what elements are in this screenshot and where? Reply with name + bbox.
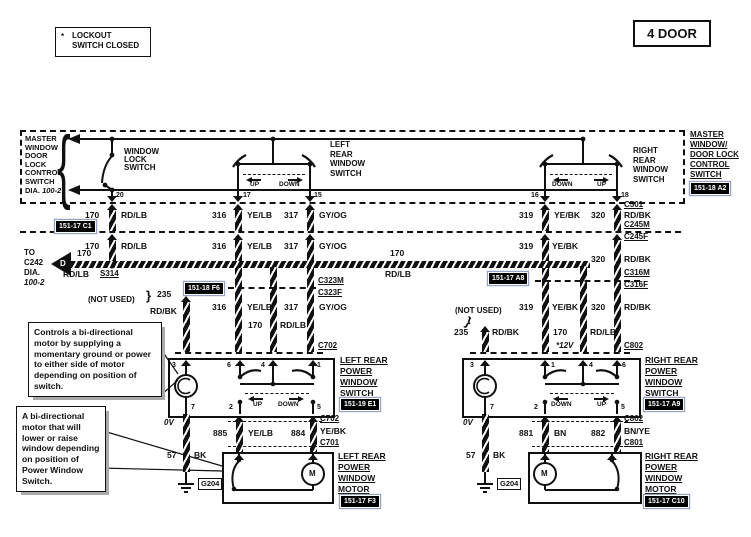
lamp-stub bbox=[185, 397, 187, 414]
connector-c702[interactable]: C702 bbox=[318, 341, 338, 350]
voltage-12v-label: *12V bbox=[556, 341, 574, 350]
switch-stub bbox=[616, 402, 618, 414]
switch-stub bbox=[312, 366, 314, 377]
connector-line-c702 bbox=[175, 352, 323, 354]
wire-number: 885 bbox=[213, 428, 228, 438]
door-config-badge bbox=[633, 20, 711, 47]
wire-number: 170 bbox=[248, 320, 263, 330]
down-label: DOWN bbox=[279, 181, 300, 188]
connector-c316f[interactable]: C316F bbox=[624, 280, 649, 289]
right-rear-switch-bar bbox=[545, 163, 617, 165]
pin-4: 4 bbox=[589, 362, 593, 369]
motor-m-letter: M bbox=[309, 469, 316, 478]
wire-235-segment bbox=[183, 302, 190, 352]
wire-number: 317 bbox=[284, 302, 299, 312]
down-label: DOWN bbox=[278, 401, 299, 408]
pin-7: 7 bbox=[490, 404, 494, 411]
wire-170-feed-horizontal bbox=[71, 261, 590, 268]
wire-57-bk-segment bbox=[183, 414, 190, 472]
wire-235-segment bbox=[482, 332, 489, 352]
door-config-label: 4 DOOR bbox=[647, 26, 697, 41]
connector-line-c802 bbox=[470, 352, 630, 354]
down-arrow-shaft bbox=[559, 398, 568, 400]
wire-881-segment bbox=[542, 422, 549, 452]
pin-5: 5 bbox=[621, 404, 625, 411]
pin-6: 6 bbox=[622, 362, 626, 369]
switch-stub bbox=[544, 366, 546, 377]
not-used-label: (NOT USED) bbox=[88, 295, 135, 304]
ref-tag-151-17-A9[interactable]: 151-17 A9 bbox=[645, 399, 683, 410]
pin-arrow-icon bbox=[305, 196, 315, 202]
connector-line-c702-lower bbox=[228, 421, 322, 422]
ref-tag-151-19-E1[interactable]: 151-19 E1 bbox=[341, 399, 379, 410]
ref-tag-151-18-A2[interactable]: 151-18 A2 bbox=[691, 183, 729, 194]
wire-882-segment bbox=[614, 422, 621, 452]
switch-stub bbox=[544, 402, 546, 414]
wire-number: 170 bbox=[390, 248, 405, 258]
wire-number: 319 bbox=[519, 241, 534, 251]
window-lock-switch-label: WINDOW LOCK SWITCH bbox=[124, 147, 160, 172]
right-power-window-switch-label[interactable]: RIGHT REAR POWER WINDOW SWITCH bbox=[645, 355, 698, 398]
switch-bar bbox=[545, 383, 619, 385]
left-rear-switch-drop-17 bbox=[237, 164, 239, 196]
wire-color: YE/LB bbox=[247, 302, 273, 312]
wire-number: 170 bbox=[85, 241, 100, 251]
right-rear-switch-drop-18 bbox=[616, 164, 618, 196]
wire-number: 882 bbox=[591, 428, 606, 438]
up-label: UP bbox=[253, 401, 263, 408]
wire-884-segment bbox=[310, 422, 317, 452]
wire-color: GY/OG bbox=[319, 241, 347, 251]
wire-color: RD/BK bbox=[492, 327, 519, 337]
pin-arrow-icon bbox=[540, 196, 550, 202]
wire-color: GY/OG bbox=[319, 302, 347, 312]
wire-color: RD/LB bbox=[590, 327, 616, 337]
connector-c501[interactable]: C501 bbox=[624, 200, 644, 209]
master-bottom-rail bbox=[80, 189, 617, 191]
wire-color: RD/LB bbox=[280, 320, 306, 330]
pin-3: 3 bbox=[172, 362, 176, 369]
pin-6: 6 bbox=[227, 362, 231, 369]
motor-function-note: A bi-directional motor that will lower or raise window depending on position of Power Window Switch. bbox=[16, 406, 106, 492]
lamp-stub bbox=[484, 366, 486, 375]
switch-stub bbox=[272, 366, 274, 384]
pin-5: 5 bbox=[317, 404, 321, 411]
lockout-note-box bbox=[55, 27, 151, 57]
pin-arrow-icon bbox=[612, 196, 622, 202]
wire-color: RD/BK bbox=[624, 254, 651, 264]
lockout-note-line2: SWITCH CLOSED bbox=[72, 41, 140, 50]
pin-16: 16 bbox=[531, 192, 539, 199]
wire-color: YE/BK bbox=[554, 210, 580, 220]
switch-stub bbox=[616, 366, 618, 377]
connector-c701[interactable]: C701 bbox=[320, 438, 340, 447]
lockout-asterisk: * bbox=[61, 32, 65, 41]
lockout-note-line1: LOCKOUT bbox=[72, 31, 112, 40]
connector-line-c323 bbox=[228, 287, 316, 289]
left-rear-switch-drop-15 bbox=[309, 164, 311, 196]
switch-stub bbox=[582, 366, 584, 384]
wire-number: 57 bbox=[167, 450, 177, 460]
ref-tag-151-17-A8[interactable]: 151-17 A8 bbox=[489, 273, 527, 284]
connector-c245m[interactable]: C245M bbox=[624, 220, 650, 229]
wire-color: RD/BK bbox=[624, 210, 651, 220]
wire-number: 316 bbox=[212, 241, 227, 251]
wire-number: 319 bbox=[519, 302, 534, 312]
left-rear-switch-feed bbox=[272, 140, 274, 164]
wire-57-bk-segment bbox=[482, 414, 489, 472]
wire-number: 317 bbox=[284, 210, 299, 220]
wire-color: YE/BK bbox=[552, 302, 578, 312]
pin-17: 17 bbox=[243, 192, 251, 199]
down-label: DOWN bbox=[552, 181, 573, 188]
up-label: UP bbox=[597, 401, 607, 408]
pin-arrow-icon bbox=[308, 454, 318, 460]
pin-2: 2 bbox=[534, 404, 538, 411]
right-rear-switch-drop-16 bbox=[544, 164, 546, 196]
ground-g204-label[interactable]: G204 bbox=[198, 478, 222, 490]
ground-g204-right-icon bbox=[477, 472, 493, 492]
down-arrow-shaft bbox=[289, 398, 298, 400]
wire-color: RD/LB bbox=[63, 269, 89, 279]
pin-3: 3 bbox=[470, 362, 474, 369]
pin-arrow-icon bbox=[234, 454, 244, 460]
pin-arrow-icon bbox=[540, 454, 550, 460]
wire-number: 317 bbox=[284, 241, 299, 251]
pin-1: 1 bbox=[551, 362, 555, 369]
pin-4: 4 bbox=[261, 362, 265, 369]
switch-stub bbox=[312, 402, 314, 414]
connector-c702[interactable]: C702 bbox=[320, 414, 340, 423]
wire-170-tap-right bbox=[580, 266, 587, 352]
wire-317-segment bbox=[307, 240, 314, 352]
right-motor-label[interactable]: RIGHT REAR POWER WINDOW MOTOR bbox=[645, 451, 698, 494]
wire-color: RD/LB bbox=[121, 210, 147, 220]
up-arrow-shaft bbox=[594, 398, 603, 400]
wire-color: BN/YE bbox=[624, 426, 650, 436]
master-switch-left-label: MASTER WINDOW DOOR LOCK CONTROL SWITCH DIA. 100-2 bbox=[25, 134, 63, 195]
wire-color: YE/BK bbox=[552, 241, 578, 251]
up-label: UP bbox=[250, 181, 260, 188]
pin-1: 1 bbox=[317, 362, 321, 369]
wire-320-segment bbox=[614, 210, 621, 231]
ref-tag-151-17-C10[interactable]: 151-17 C10 bbox=[645, 496, 688, 507]
switch-stub bbox=[239, 366, 241, 377]
ground-g204-left-icon bbox=[178, 472, 194, 492]
ref-tag-151-18-F6[interactable]: 151-18 F6 bbox=[185, 283, 223, 294]
wire-color: GY/OG bbox=[319, 210, 347, 220]
connector-c245f[interactable]: C245F bbox=[624, 232, 649, 241]
left-rear-switch-dashed bbox=[243, 174, 305, 175]
wire-number: 319 bbox=[519, 210, 534, 220]
up-arrow-shaft bbox=[254, 398, 263, 400]
splice-s314[interactable]: S314 bbox=[100, 269, 119, 278]
right-rear-switch-dashed bbox=[550, 174, 612, 175]
wire-316-segment bbox=[235, 210, 242, 231]
pin-20: 20 bbox=[116, 192, 124, 199]
wire-color: BN bbox=[554, 428, 567, 438]
connector-line-c245 bbox=[20, 231, 681, 233]
left-power-window-switch-label[interactable]: LEFT REAR POWER WINDOW SWITCH bbox=[340, 355, 388, 398]
pin-15: 15 bbox=[314, 192, 322, 199]
left-rear-switch-bar bbox=[238, 163, 312, 165]
wire-color: BK bbox=[493, 450, 506, 460]
connector-c323f[interactable]: C323F bbox=[318, 288, 343, 297]
master-switch-brace: { bbox=[57, 120, 71, 211]
wire-number: 316 bbox=[212, 210, 227, 220]
switch-dashed bbox=[245, 393, 309, 394]
wire-number: 316 bbox=[212, 302, 227, 312]
left-rear-window-switch-label: LEFT REAR WINDOW SWITCH bbox=[330, 140, 366, 178]
wire-170-segment bbox=[109, 240, 116, 261]
connector-line-c801 bbox=[532, 446, 628, 447]
motor-m-letter: M bbox=[541, 469, 548, 478]
ref-tag-151-17-C1[interactable]: 151-17 C1 bbox=[56, 221, 95, 232]
switch-bar bbox=[240, 383, 314, 385]
left-motor-label[interactable]: LEFT REAR POWER WINDOW MOTOR bbox=[338, 451, 386, 494]
connector-c802[interactable]: C802 bbox=[624, 414, 644, 423]
wire-319-segment bbox=[542, 240, 549, 352]
switch-stub bbox=[239, 402, 241, 414]
master-switch-right-label[interactable]: MASTER WINDOW/ DOOR LOCK CONTROL SWITCH bbox=[690, 130, 739, 179]
wire-number: 320 bbox=[591, 210, 606, 220]
connector-c323m[interactable]: C323M bbox=[318, 276, 344, 285]
wire-number: 884 bbox=[291, 428, 306, 438]
wire-317-segment bbox=[307, 210, 314, 231]
off-page-arrow-letter: D bbox=[60, 259, 66, 268]
pin-arrow-icon bbox=[607, 454, 617, 460]
wire-color: YE/LB bbox=[247, 210, 273, 220]
wire-number: 235 bbox=[454, 327, 469, 337]
connector-line-c701 bbox=[228, 446, 322, 447]
connector-c801[interactable]: C801 bbox=[624, 438, 644, 447]
down-label: DOWN bbox=[551, 401, 572, 408]
wire-number: 57 bbox=[466, 450, 476, 460]
connector-line-c802-lower bbox=[532, 421, 628, 422]
wire-number: 881 bbox=[519, 428, 534, 438]
wire-color: RD/LB bbox=[121, 241, 147, 251]
pin-arrow-icon bbox=[107, 196, 117, 202]
ground-g204-label[interactable]: G204 bbox=[497, 478, 521, 490]
not-used-label: (NOT USED) bbox=[455, 306, 502, 315]
pin-2: 2 bbox=[229, 404, 233, 411]
bracket-glyph: } bbox=[463, 313, 474, 330]
connector-c316m[interactable]: C316M bbox=[624, 268, 650, 277]
switch-function-note: Controls a bi-directional motor by supplying a momentary ground or power to either side of motor depending on position of switch. bbox=[28, 322, 162, 397]
wire-170-segment bbox=[109, 210, 116, 231]
wire-319-segment bbox=[542, 210, 549, 231]
wire-number: 235 bbox=[157, 289, 172, 299]
wire-color: RD/BK bbox=[150, 306, 177, 316]
to-c242-label: TO C242 DIA. 100-2 bbox=[24, 248, 45, 287]
lamp-stub bbox=[484, 397, 486, 414]
pin-arrow-icon bbox=[233, 196, 243, 202]
voltage-0v-label: 0V bbox=[164, 418, 174, 427]
right-rear-window-switch-label: RIGHT REAR WINDOW SWITCH bbox=[633, 146, 669, 184]
lamp-stub bbox=[185, 366, 187, 375]
right-rear-switch-feed bbox=[582, 140, 584, 164]
wire-number: 170 bbox=[77, 248, 92, 258]
wire-color: YE/LB bbox=[247, 241, 273, 251]
up-label: UP bbox=[597, 181, 607, 188]
wire-316-segment bbox=[235, 240, 242, 352]
pin-7: 7 bbox=[191, 404, 195, 411]
window-lock-switch-stub bbox=[111, 140, 113, 156]
wire-885-segment bbox=[236, 422, 243, 452]
wire-color: RD/BK bbox=[624, 302, 651, 312]
wire-number: 170 bbox=[553, 327, 568, 337]
wire-number: 170 bbox=[85, 210, 100, 220]
pin-18: 18 bbox=[621, 192, 629, 199]
switch-dashed bbox=[550, 393, 614, 394]
connector-c802[interactable]: C802 bbox=[624, 341, 644, 350]
wire-number: 320 bbox=[591, 254, 606, 264]
voltage-0v-label: 0V bbox=[463, 418, 473, 427]
bracket-glyph: } bbox=[146, 288, 152, 303]
ref-tag-151-17-F3[interactable]: 151-17 F3 bbox=[341, 496, 379, 507]
wire-color: BK bbox=[194, 450, 207, 460]
wire-color: YE/BK bbox=[320, 426, 346, 436]
wire-color: YE/LB bbox=[248, 428, 274, 438]
wire-color: RD/LB bbox=[385, 269, 411, 279]
wire-number: 320 bbox=[591, 302, 606, 312]
